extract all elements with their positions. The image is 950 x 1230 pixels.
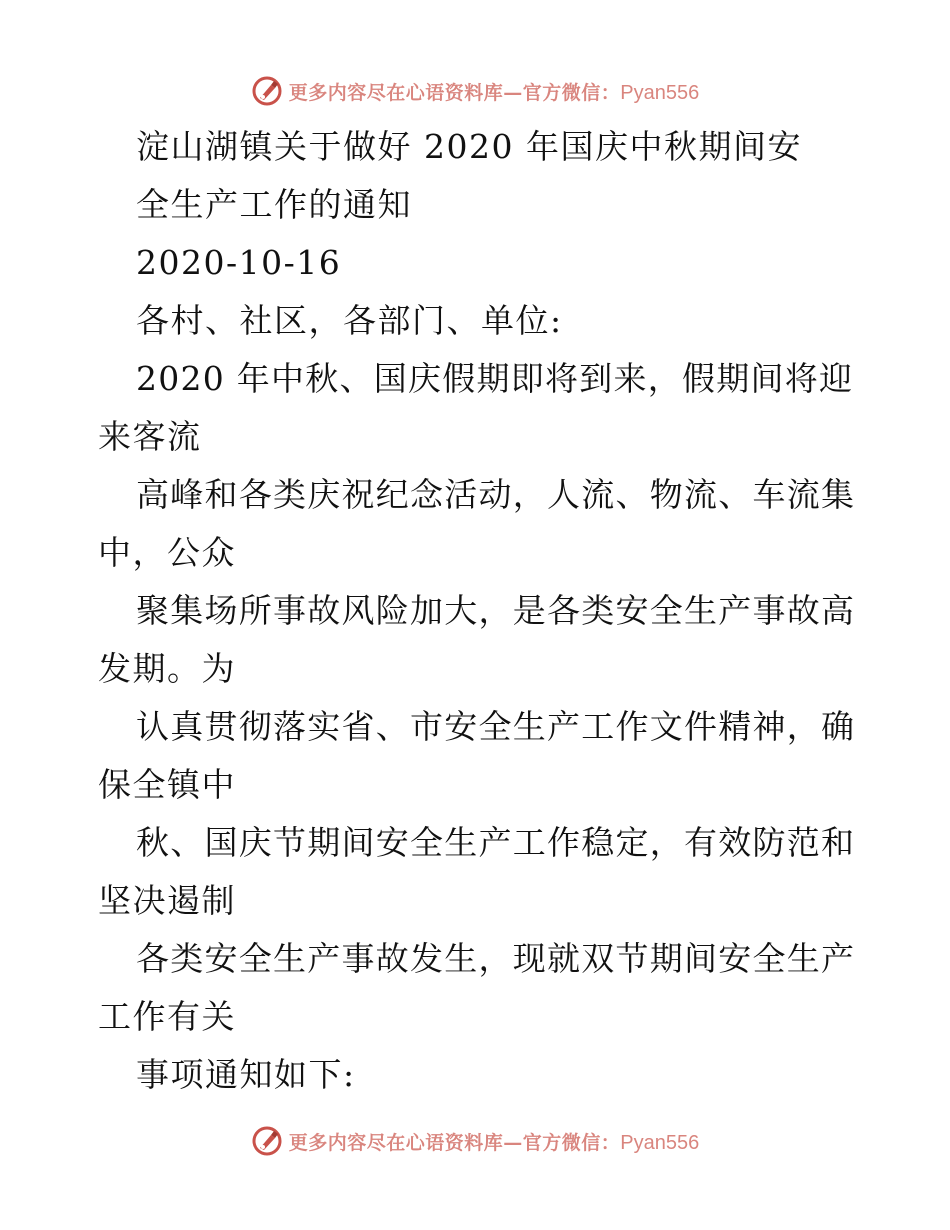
document-body bbox=[98, 118, 858, 1104]
doc-line: 保全镇中 bbox=[98, 765, 236, 804]
pen-logo-icon bbox=[251, 1125, 283, 1157]
doc-line: 聚集场所事故风险加大，是各类安全生产事故高 bbox=[136, 591, 856, 630]
doc-line: 工作有关 bbox=[98, 997, 236, 1036]
doc-line: 2020 年中秋、国庆假期即将到来，假期间将迎 bbox=[136, 359, 854, 398]
pen-logo-icon bbox=[251, 75, 283, 107]
doc-line: 高峰和各类庆祝纪念活动，人流、物流、车流集 bbox=[136, 475, 856, 514]
watermark-wechat-id: Pyan556 bbox=[620, 81, 700, 104]
doc-line: 秋、国庆节期间安全生产工作稳定，有效防范和 bbox=[136, 823, 856, 862]
watermark-header bbox=[0, 71, 950, 111]
doc-line: 认真贯彻落实省、市安全生产工作文件精神，确 bbox=[136, 707, 856, 746]
watermark-text bbox=[289, 78, 699, 105]
watermark-label: 更多内容尽在心语资料库—官方微信： bbox=[288, 1131, 621, 1154]
watermark-label: 更多内容尽在心语资料库—官方微信： bbox=[288, 81, 621, 104]
doc-line: 中，公众 bbox=[98, 533, 236, 572]
doc-line: 发期。为 bbox=[98, 649, 236, 688]
watermark-text bbox=[289, 1128, 699, 1155]
doc-line: 淀山湖镇关于做好 2020 年国庆中秋期间安 bbox=[136, 127, 802, 166]
watermark-wechat-id: Pyan556 bbox=[620, 1131, 700, 1154]
watermark-footer bbox=[0, 1121, 950, 1161]
doc-line: 各村、社区，各部门、单位: bbox=[136, 301, 563, 340]
doc-line: 各类安全生产事故发生，现就双节期间安全生产 bbox=[136, 939, 856, 978]
doc-line: 来客流 bbox=[98, 417, 202, 456]
doc-line: 事项通知如下: bbox=[136, 1055, 356, 1094]
doc-line: 坚决遏制 bbox=[98, 881, 236, 920]
doc-date: 2020-10-16 bbox=[136, 243, 342, 282]
doc-line: 全生产工作的通知 bbox=[136, 185, 412, 224]
